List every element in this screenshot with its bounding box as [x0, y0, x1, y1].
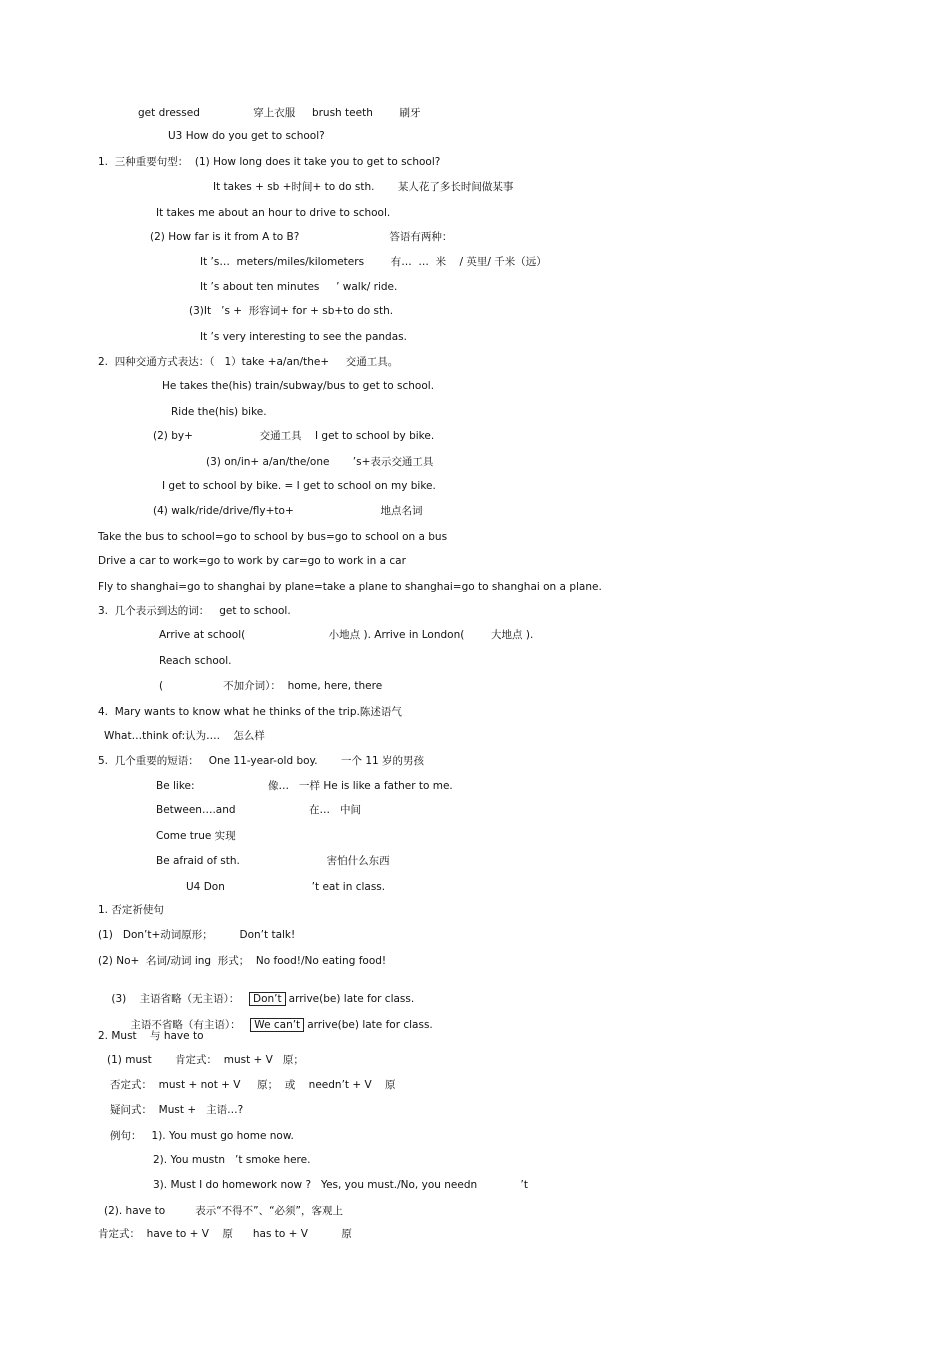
text-line: get dressed 穿上衣服 brush teeth 刷牙	[138, 107, 421, 119]
text-line: Be afraid of sth. 害怕什么东西	[156, 855, 390, 867]
boxed-phrase: We can’t	[250, 1018, 304, 1032]
text-line: Be like: 像… 一样 He is like a father to me.	[156, 780, 453, 792]
text-line: Drive a car to work=go to work by car=go to work in a car	[98, 555, 406, 567]
text-line: Come true 实现	[156, 830, 236, 842]
text-line: (3)It ’s + 形容词+ for + sb+to do sth.	[189, 305, 394, 317]
text-line: Arrive at school( 小地点 ). Arrive in London( 大地点 ).	[159, 629, 534, 641]
text-line: (2) No+ 名词/动词 ing 形式； No food!/No eating food!	[98, 955, 387, 967]
line-prefix: 主语不省略（有主语）：	[130, 1019, 248, 1031]
text-line: 2. Must 与 have to	[98, 1030, 204, 1042]
boxed-phrase: Don’t	[249, 992, 286, 1006]
text-line: (1) must 肯定式： must + V 原；	[107, 1054, 304, 1066]
text-line: It takes + sb +时间+ to do sth. 某人花了多长时间做某事	[213, 181, 514, 193]
text-line: I get to school by bike. = I get to school on my bike.	[162, 480, 436, 492]
text-line: 例句： 1). You must go home now.	[110, 1130, 294, 1142]
text-line: 4. Mary wants to know what he thinks of the trip.陈述语气	[98, 706, 402, 718]
text-line: It ’s… meters/miles/kilometers 有… … 米 / 英里/ 千米（远）	[200, 256, 547, 268]
text-line: It ’s about ten minutes ’ walk/ ride.	[200, 281, 398, 293]
section-heading-u4: U4 Don ’t eat in class.	[186, 881, 386, 893]
text-line: Reach school.	[159, 655, 232, 667]
line-suffix: arrive(be) late for class.	[307, 1019, 433, 1031]
text-line: Between….and 在… 中间	[156, 804, 361, 816]
text-line: 1. 三种重要句型： (1) How long does it take you to get to school?	[98, 156, 441, 168]
text-line: 3. 几个表示到达的词： get to school.	[98, 605, 291, 617]
text-line: ( 不加介词）： home, here, there	[159, 680, 383, 692]
text-line: (1) Don’t+动词原形； Don’t talk!	[98, 929, 296, 941]
text-line: 3). Must I do homework now ? Yes, you must./No, you needn ’t	[153, 1179, 528, 1191]
text-line: 2). You mustn ’t smoke here.	[153, 1154, 311, 1166]
text-line: 5. 几个重要的短语： One 11-year-old boy. 一个 11 岁的男孩	[98, 755, 425, 767]
text-line: (2) How far is it from A to B? 答语有两种：	[150, 231, 453, 243]
text-line: It ’s very interesting to see the pandas.	[200, 331, 407, 343]
text-line: 否定式： must + not + V 原； 或 needn’t + V 原	[110, 1079, 396, 1091]
text-line: 疑问式： Must + 主语…?	[110, 1104, 244, 1116]
text-line: Take the bus to school=go to school by bus=go to school on a bus	[98, 531, 448, 543]
text-line: (3) on/in+ a/an/the/one ’s+表示交通工具	[206, 456, 434, 468]
line-suffix: arrive(be) late for class.	[288, 993, 415, 1005]
text-line: Fly to shanghai=go to shanghai by plane=take a plane to shanghai=go to shanghai on a plane.	[98, 581, 602, 593]
text-line: 肯定式： have to + V 原 has to + V 原	[98, 1228, 352, 1240]
text-line: What…think of:认为…. 怎么样	[104, 730, 265, 742]
line-prefix: (3) 主语省略（无主语）：	[111, 993, 247, 1005]
text-line: 2. 四种交通方式表达：（ 1）take +a/an/the+ 交通工具。	[98, 356, 399, 368]
text-line: Ride the(his) bike.	[171, 406, 267, 418]
text-line: He takes the(his) train/subway/bus to get to school.	[162, 380, 435, 392]
text-line: It takes me about an hour to drive to school.	[156, 207, 391, 219]
section-heading-u3: U3 How do you get to school?	[168, 130, 325, 142]
text-line: (2). have to 表示“不得不”、“必须”，客观上	[104, 1205, 343, 1217]
text-line: (4) walk/ride/drive/fly+to+ 地点名词	[153, 505, 423, 517]
text-line: 1. 否定祈使句	[98, 904, 164, 916]
text-line: (2) by+ 交通工具 I get to school by bike.	[153, 430, 435, 442]
